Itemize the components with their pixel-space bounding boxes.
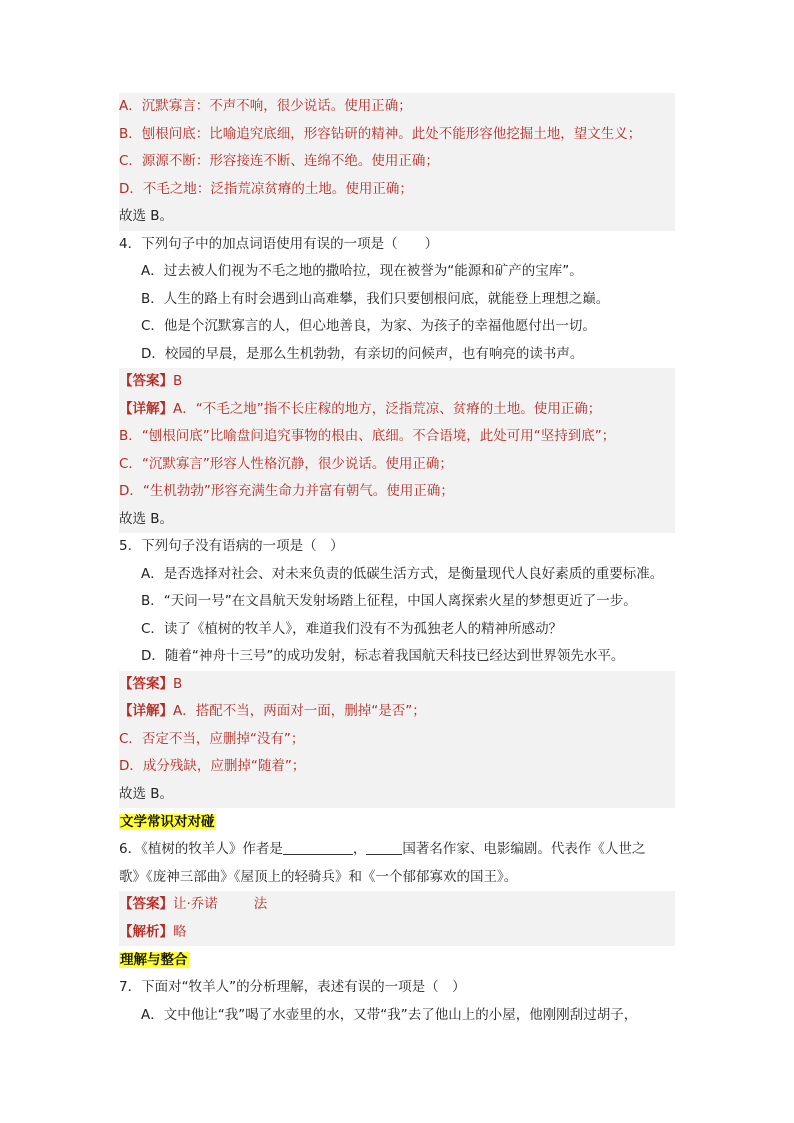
- detail-line: C．“沉默寡言”形容人性格沉静，很少说话。使用正确；: [119, 451, 675, 479]
- q3-explanation-block: [119, 93, 675, 231]
- answer-tag: 【答案】: [119, 675, 173, 692]
- section-title: 理解与整合: [120, 952, 188, 968]
- answer-value: B: [173, 373, 183, 389]
- question-6: [119, 836, 675, 946]
- explanation-line: A．沉默寡言：不声不响，很少说话。使用正确；: [119, 93, 675, 121]
- fill-blank: [366, 840, 402, 855]
- stem-part: 国著名作家、电影编剧。代表作《人世之: [402, 841, 646, 857]
- stem-part: ，: [352, 841, 367, 857]
- question-stem: 7．下面对“牧羊人”的分析理解，表述有误的一项是（ ）: [119, 979, 466, 995]
- detail-line: D．成分残缺，应删掉“随着”；: [119, 753, 675, 781]
- answer-line: [119, 368, 675, 396]
- question-stem-continued: 歌》《庞神三部曲》《屋顶上的轻骑兵》和《一个郁郁寡欢的国王》。: [119, 868, 518, 885]
- option-a: A．过去被人们视为不毛之地的撒哈拉，现在被誉为“能源和矿产的宝库”。: [141, 263, 583, 279]
- option-c: C．他是个沉默寡言的人，但心地善良，为家、为孩子的幸福他愿付出一切。: [141, 318, 596, 334]
- explanation-line: B．刨根问底：比喻追究底细，形容钻研的精神。此处不能形容他挖掘土地，望文生义；: [119, 121, 675, 149]
- detail-tag: 【详解】: [119, 400, 173, 417]
- question-stem: 5．下列句子没有语病的一项是（ ）: [119, 538, 344, 554]
- question-stem: 4．下列句子中的加点词语使用有误的一项是（ ）: [119, 235, 439, 252]
- answer-line: [119, 891, 675, 919]
- detail-line: C．否定不当，应删掉“没有”；: [119, 726, 675, 754]
- answer-line: [119, 671, 675, 699]
- analysis-line: [119, 919, 675, 947]
- question-7: [119, 974, 675, 1029]
- explanation-line: D．不毛之地：泛指荒凉贫瘠的土地。使用正确；: [119, 176, 675, 204]
- section-title: 文学常识对对碰: [120, 814, 215, 830]
- option-a: A．文中他让“我”喝了水壶里的水，又带“我”去了他山上的小屋，他刚刚刮过胡子，: [141, 1006, 638, 1023]
- analysis-text: 略: [173, 923, 187, 940]
- answer-value: 法: [253, 896, 268, 912]
- section-heading: [119, 808, 675, 836]
- explanation-line: C．源源不断：形容接连不断、连绵不绝。使用正确；: [119, 148, 675, 176]
- detail-tag: 【详解】: [119, 703, 173, 719]
- answer-value: 让·乔诺: [173, 896, 218, 912]
- question-4: [119, 231, 675, 534]
- detail-line: [119, 698, 675, 726]
- answer-tag: 【答案】: [119, 373, 173, 389]
- page-content: [119, 93, 675, 1029]
- question-stem: [119, 836, 675, 864]
- detail-text: A．“不毛之地”指不长庄稼的地方，泛指荒凉、贫瘠的土地。使用正确；: [173, 400, 602, 417]
- conclusion-line: 故选 B。: [119, 781, 675, 809]
- detail-line: [119, 396, 675, 424]
- option-d: D．随着“神舟十三号”的成功发射，标志着我国航天科技已经达到世界领先水平。: [141, 648, 625, 664]
- stem-part: 6．《植树的牧羊人》作者是: [119, 841, 283, 857]
- option-b: B．人生的路上有时会遇到山高难攀，我们只要刨根问底，就能登上理想之巅。: [141, 290, 610, 307]
- detail-text: A．搭配不当，两面对一面，删掉“是否”；: [173, 703, 426, 719]
- fill-blank: [283, 840, 353, 855]
- option-d: D．校园的早晨，是那么生机勃勃，有亲切的问候声，也有响亮的读书声。: [141, 345, 584, 362]
- question-5: [119, 533, 675, 808]
- option-c: C．读了《植树的牧羊人》，难道我们没有不为孤独老人的精神所感动？: [141, 620, 563, 637]
- option-b: B．“天问一号”在文昌航天发射场踏上征程，中国人离探索火星的梦想更近了一步。: [141, 593, 637, 609]
- option-a: A．是否选择对社会、对未来负责的低碳生活方式，是衡量现代人良好素质的重要标准。: [141, 565, 664, 582]
- conclusion-line: 故选 B。: [119, 203, 675, 231]
- detail-line: D．“生机勃勃”形容充满生命力并富有朝气。使用正确；: [119, 478, 675, 506]
- answer-value: B: [173, 675, 183, 692]
- answer-tag: 【答案】: [119, 896, 173, 912]
- analysis-tag: 【解析】: [119, 923, 173, 940]
- conclusion-line: 故选 B。: [119, 506, 675, 534]
- section-heading: [119, 946, 675, 974]
- detail-line: B．“刨根问底”比喻盘问追究事物的根由、底细。不合语境，此处可用“坚持到底”；: [119, 423, 675, 451]
